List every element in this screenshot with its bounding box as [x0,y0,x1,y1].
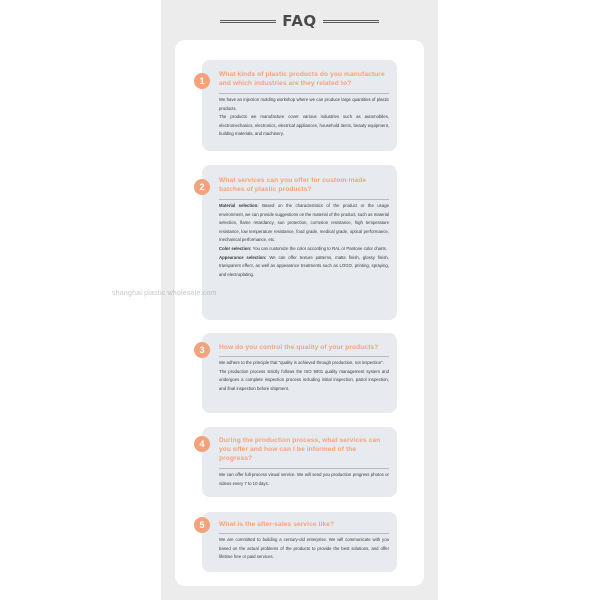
faq-answer-section [219,202,389,245]
faq-question: What services can you offer for custom-made batches of plastic products? [219,177,367,193]
faq-answer [219,202,389,279]
faq-item-3 [199,333,397,413]
faq-question: What kinds of plastic products do you manufacture and which industries are they related to? [219,71,385,87]
faq-answer-section [219,245,389,254]
faq-answer-paragraph: The production process strictly follows the ISO 9001 quality management system and undergoes a complete inspection process including initial inspection, patrol inspection, and final inspection before shipment. [219,368,389,391]
faq-item-1 [199,60,397,151]
faq-answer [219,96,389,139]
faq-number-badge: 2 [194,179,210,195]
faq-panel [161,0,438,600]
faq-divider [219,468,389,469]
faq-answer-paragraph: We adhere to the principle that "quality is achieved through production, not inspection". [219,360,384,365]
faq-number-badge: 3 [194,342,210,358]
faq-question: What is the after-sales service like? [219,521,335,528]
header-divider-left [220,20,276,23]
faq-section-label: Appearance selection: [219,254,267,260]
faq-section-text: We can offer texture patterns, matte finish, glossy finish, transparent effect, as well as appearance treatments such as LOGO, printing, spraying, and electroplating. [219,254,389,277]
faq-number-badge: 1 [194,73,210,89]
faq-answer-section [219,254,389,280]
header-divider-right [323,20,379,23]
faq-header [161,10,438,32]
faq-section-text: Based on the characteristics of the product or the usage environment, we can provide suggestions on the material of the product, such as material selection, flame retardancy, sun protection, corrosion resistance, high temperature resistance, low temperature resistance, food grade, medical grade, optical performance, mechanical performance, etc. [219,203,389,243]
faq-card [175,40,424,586]
faq-number-badge: 4 [194,436,210,452]
faq-divider [219,356,389,357]
faq-answer-paragraph: The products we manufacture cover various industries such as automobiles, electromechanics, electronics, electrical appliances, household items, beauty equipment, building materials, and machinery. [219,114,389,137]
faq-section-label: Color selection: [219,245,252,251]
faq-divider [219,199,389,200]
watermark: shanghai plastic wholesale.com [112,290,217,297]
faq-answer-paragraph: We can offer full-process visual service. We will send you production progress photos or videos every 7 to 10 days. [219,472,389,486]
faq-divider [219,93,389,94]
faq-number-badge: 5 [194,517,210,533]
faq-question: During the production process, what services can you offer and how can I be informed of the progress? [219,437,381,462]
faq-section-text: You can customize the color according to RAL or Pantone color charts. [251,245,387,251]
faq-answer [219,536,389,562]
faq-answer [219,471,389,488]
faq-item-5 [199,512,397,572]
faq-item-2 [199,165,397,320]
faq-section-label: Material selection: [219,203,259,208]
faq-question: How do you control the quality of your products? [219,344,379,351]
faq-answer [219,359,389,393]
faq-answer-paragraph: We have an injection molding workshop where we can produce large quantities of plastic products. [219,97,389,111]
faq-divider [219,533,389,534]
page-title: FAQ [282,12,317,30]
faq-answer-paragraph: We are committed to building a century-old enterprise. We will communicate with you based on the actual problems of the products to provide the best solutions, and offer lifetime free or paid services. [219,537,389,560]
faq-item-4 [199,427,397,497]
